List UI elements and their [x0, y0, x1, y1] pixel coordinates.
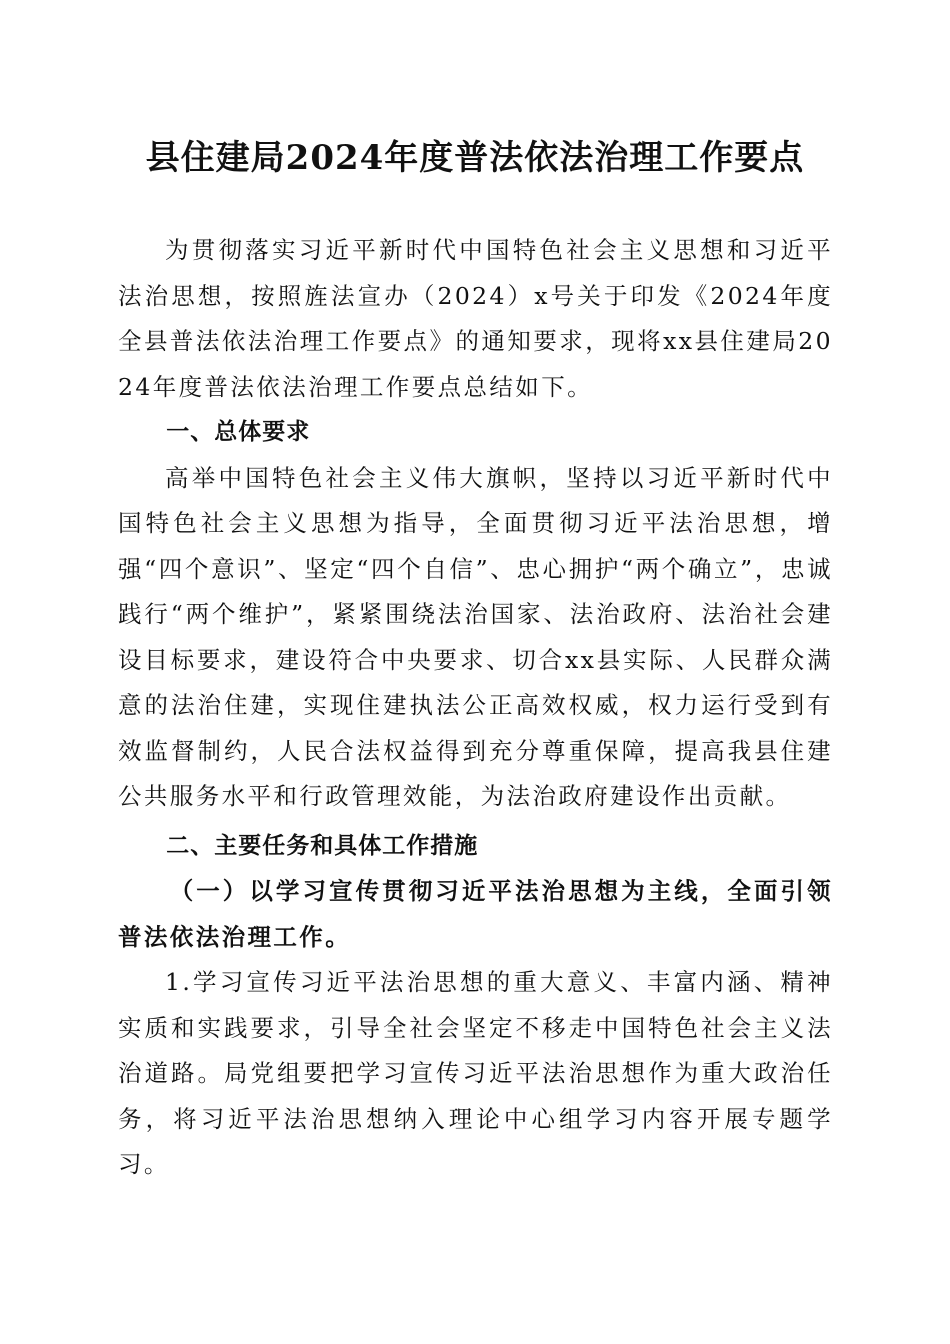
section-heading-main-tasks: 二、主要任务和具体工作措施 [166, 832, 479, 859]
section-heading-overall-requirements: 一、总体要求 [166, 419, 311, 445]
intro-paragraph: 为贯彻落实习近平新时代中国特色社会主义思想和习近平法治思想，按照旌法宣办（2024）x号关于印发《2024年度全县普法依法治理工作要点》的通知要求，现将xx县住建局2024年度普法依法治理工作要点总结如下。 [118, 236, 833, 401]
subsection-heading-1: （一）以学习宣传贯彻习近平法治思想为主线，全面引领普法依法治理工作。 [118, 877, 833, 951]
overall-requirements-paragraph: 高举中国特色社会主义伟大旗帜，坚持以习近平新时代中国特色社会主义思想为指导，全面贯彻习近平法治思想，增强“四个意识”、坚定“四个自信”、忠心拥护“两个确立”，忠诚践行“两个维护”，紧紧围绕法治国家、法治政府、法治社会建设目标要求，建设符合中央要求、切合xx县实际、人民群众满意的法治住建，实现住建执法公正高效权威，权力运行受到有效监督制约，人民合法权益得到充分尊重保障，提高我县住建公共服务水平和行政管理效能，为法治政府建设作出贡献。 [118, 463, 833, 810]
item-1-paragraph: 1.学习宣传习近平法治思想的重大意义、丰富内涵、精神实质和实践要求，引导全社会坚定不移走中国特色社会主义法治道路。局党组要把学习宣传习近平法治思想作为重大政治任务，将习近平法治思想纳入理论中心组学习内容开展专题学习。 [118, 968, 833, 1178]
document-body [118, 228, 833, 1188]
document-title: 县住建局2024年度普法依法治理工作要点 [145, 138, 805, 178]
